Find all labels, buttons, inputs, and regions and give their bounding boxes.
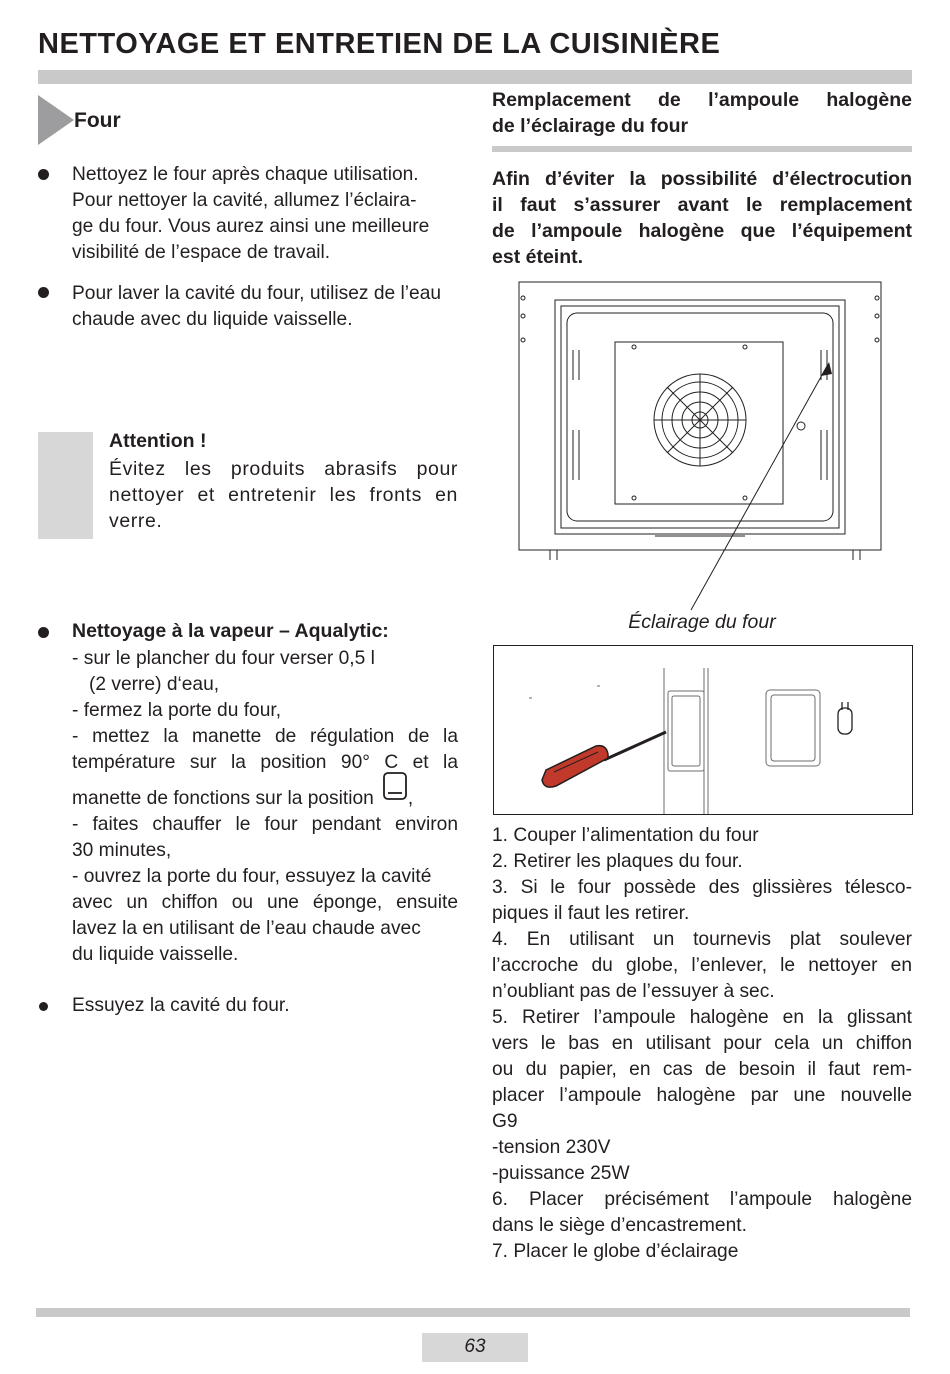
text-line: 5. Retirer l’ampoule halogène en la glissant	[492, 1007, 912, 1028]
attention-marker	[38, 432, 93, 539]
text-line: Évitez les produits abrasifs pour	[109, 458, 458, 480]
lamp-replacement-photo	[493, 645, 913, 815]
text-line: Remplacement de l’ampoule halogène	[492, 89, 912, 111]
text-line: l’accroche du globe, l’enlever, le nettoyer en	[492, 955, 912, 976]
text-line: piques il faut les retirer.	[492, 903, 690, 924]
text-line: - fermez la porte du four,	[72, 700, 282, 721]
bullet-dot-icon	[38, 169, 49, 180]
bullet-dot-icon	[38, 627, 49, 638]
oven-interior-icon	[515, 280, 885, 640]
text-line: 2. Retirer les plaques du four.	[492, 851, 743, 872]
text-line: n’oubliant pas de l’essuyer à sec.	[492, 981, 775, 1002]
attention-title: Attention !	[109, 430, 207, 452]
text-line: chaude avec du liquide vaisselle.	[72, 309, 353, 330]
title-divider	[38, 70, 912, 84]
text-line: 3. Si le four possède des glissières télesco-	[492, 877, 912, 898]
text-line: du liquide vaisselle.	[72, 944, 239, 965]
section-heading-lamp	[492, 87, 912, 139]
text-line: ,	[407, 788, 414, 809]
text-line: lavez la en utilisant de l’eau chaude avec	[72, 918, 421, 939]
text-line: G9	[492, 1111, 518, 1132]
text-line: Pour laver la cavité du four, utilisez de l’eau	[72, 283, 442, 304]
text-line: 30 minutes,	[72, 840, 172, 861]
text-line: Pour nettoyer la cavité, allumez l’éclaira-	[72, 190, 417, 211]
text-line: manette de fonctions sur la position	[72, 788, 374, 809]
oven-function-icon	[382, 771, 408, 809]
triangle-marker-icon	[38, 95, 74, 145]
text-line: - ouvrez la porte du four, essuyez la cavité	[72, 866, 432, 887]
bullet-wash-cavity	[72, 281, 458, 333]
bullet-dot-icon	[38, 287, 49, 298]
text-line: de l’éclairage du four	[492, 115, 689, 137]
safety-warning	[492, 166, 912, 270]
steam-cleaning-steps	[72, 646, 458, 968]
halogen-bulb-icon	[838, 702, 852, 734]
section-title: Four	[74, 109, 121, 132]
text-line: ge du four. Vous aurez ainsi une meilleure	[72, 216, 430, 237]
function-position-line	[72, 776, 458, 812]
text-line: 1. Couper l’alimentation du four	[492, 825, 759, 846]
text-line: placer l’ampoule halogène par une nouvelle	[492, 1085, 912, 1106]
text-line: de l’ampoule halogène que l’équipement	[492, 220, 912, 242]
text-line: ou du papier, en cas de besoin il faut rem-	[492, 1059, 912, 1080]
text-line: 7. Placer le globe d’éclairage	[492, 1241, 739, 1262]
bullet-dot-icon	[39, 1002, 48, 1011]
text-line: est éteint.	[492, 246, 584, 268]
text-line: - sur le plancher du four verser 0,5 l	[72, 648, 375, 669]
text-line: 6. Placer précisément l’ampoule halogène	[492, 1189, 912, 1210]
replacement-steps	[492, 823, 912, 1265]
text-line: vers le bas en utilisant pour cela un chiffon	[492, 1033, 912, 1054]
heading-divider	[492, 146, 912, 152]
text-line: verre.	[109, 510, 163, 532]
text-line: dans le siège d’encastrement.	[492, 1215, 747, 1236]
page-title: NETTOYAGE ET ENTRETIEN DE LA CUISINIÈRE	[38, 28, 721, 60]
text-line: température sur la position 90° C et la	[72, 752, 458, 773]
text-line: (2 verre) d‘eau,	[89, 674, 220, 695]
screwdriver-icon	[542, 732, 666, 787]
steam-cleaning-title: Nettoyage à la vapeur – Aqualytic:	[72, 620, 389, 642]
last-bullet: Essuyez la cavité du four.	[72, 995, 290, 1016]
text-line: visibilité de l’espace de travail.	[72, 242, 331, 263]
text-line: - mettez la manette de régulation de la	[72, 726, 458, 747]
text-line: - faites chauffer le four pendant environ	[72, 814, 458, 835]
text-line: avec un chiffon ou une éponge, ensuite	[72, 892, 458, 913]
text-line: il faut s’assurer avant le remplacement	[492, 194, 912, 216]
bullet-clean-after-use	[72, 162, 458, 266]
text-line: -tension 230V	[492, 1137, 611, 1158]
text-line: 4. En utilisant un tournevis plat soulever	[492, 929, 912, 950]
text-line: Nettoyez le four après chaque utilisation.	[72, 164, 419, 185]
attention-text	[109, 456, 458, 534]
oven-light-caption: Éclairage du four	[628, 611, 776, 633]
text-line: Afin d’éviter la possibilité d’électrocution	[492, 168, 912, 190]
text-line: -puissance 25W	[492, 1163, 630, 1184]
footer-divider	[36, 1308, 910, 1317]
page-number: 63	[464, 1336, 486, 1357]
text-line: nettoyer et entretenir les fronts en	[109, 484, 458, 506]
